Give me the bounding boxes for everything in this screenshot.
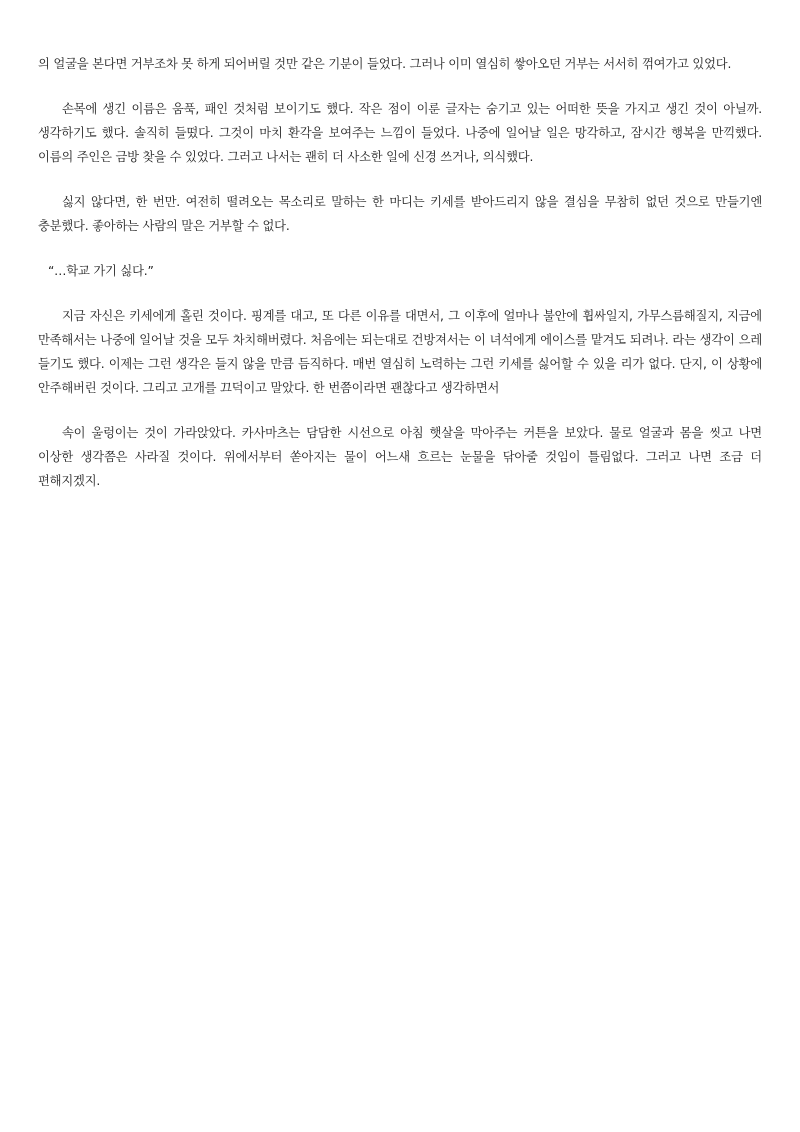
dialogue-line: “…학교 가기 싫다.”: [48, 264, 154, 278]
paragraph-3: 싫지 않다면, 한 번만. 여전히 떨려오는 목소리로 말하는 한 마디는 키세를 받아드리지 않을 결심을 무참히 없던 것으로 만들기엔 충분했다. 좋아하는 사람의 말은 거부할 수 없다.: [38, 195, 762, 233]
paragraph-5: 지금 자신은 키세에게 홀린 것이다. 핑계를 대고, 또 다른 이유를 대면서, 그 이후에 얼마나 불안에 휩싸일지, 가무스름해질지, 지금에 만족해서는 나중에 일어날 것을 모두 차치해버렸다. 처음에는 되는대로 건방져서는 이 녀석에게 에이스를 맡겨도 되려나. 라는 생각이 으레 들기도 했다. 이제는 그런 생각은 들지 않을 만큼 듬직하다. 매번 열심히 노력하는 그런 키세를 싫어할 수 있을 리가 없다. 단지, 이 상황에 안주해버린 것이다. 그리고 고개를 끄덕이고 말았다. 한 번쯤이라면 괜찮다고 생각하면서: [38, 309, 762, 395]
paragraph-6: 속이 울렁이는 것이 가라앉았다. 카사마츠는 담담한 시선으로 아침 햇살을 막아주는 커튼을 보았다. 물로 얼굴과 몸을 씻고 나면 이상한 생각쯤은 사라질 것이다. 위에서부터 쏟아지는 물이 어느새 흐르는 눈물을 닦아줄 것임이 틀림없다. 그러고 나면 조금 더 편해지겠지.: [38, 426, 762, 488]
document-page: [38, 52, 762, 514]
paragraph-1: 의 얼굴을 본다면 거부조차 못 하게 되어버릴 것만 같은 기분이 들었다. 그러나 이미 열심히 쌓아오던 거부는 서서히 꺾여가고 있었다.: [38, 57, 732, 71]
paragraph-2: 손목에 생긴 이름은 움푹, 패인 것처럼 보이기도 했다. 작은 점이 이룬 글자는 숨기고 있는 어떠한 뜻을 가지고 생긴 것이 아닐까. 생각하기도 했다. 솔직히 들떴다. 그것이 마치 환각을 보여주는 느낌이 들었다. 나중에 일어날 일은 망각하고, 잠시간 행복을 만끽했다. 이름의 주인은 금방 찾을 수 있었다. 그러고 나서는 괜히 더 사소한 일에 신경 쓰거나, 의식했다.: [38, 102, 762, 164]
